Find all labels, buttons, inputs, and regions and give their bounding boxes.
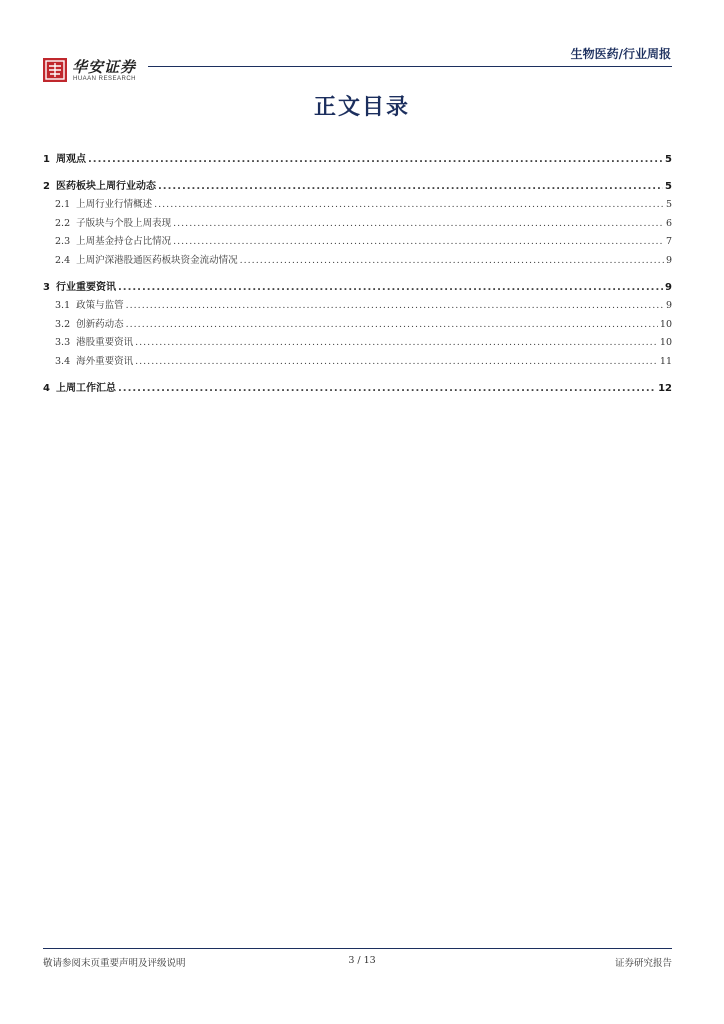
toc-leader-dots <box>173 236 664 247</box>
header-divider <box>148 66 672 67</box>
toc-entry-number: 3.2 <box>55 318 71 330</box>
toc-entry-label: 上周工作汇总 <box>55 383 116 394</box>
toc-entry-page: 12 <box>658 383 672 394</box>
toc-entry-label: 上周沪深港股通医药板块资金流动情况 <box>76 254 238 266</box>
toc-entry-number: 2 <box>43 181 50 192</box>
footer-divider <box>43 948 672 949</box>
toc-entry-label: 子版块与个股上周表现 <box>76 217 172 229</box>
toc-entry-page: 5 <box>665 199 672 210</box>
toc-entry-page: 6 <box>665 217 672 229</box>
logo-seal-icon <box>43 58 67 82</box>
toc-entry-label: 医药板块上周行业动态 <box>55 181 156 192</box>
toc-leader-dots <box>88 154 663 165</box>
toc-leader-dots <box>173 218 664 229</box>
toc-entry-label: 行业重要资讯 <box>55 282 116 293</box>
toc-leader-dots <box>154 199 664 210</box>
toc-entry-number: 3.3 <box>55 337 71 348</box>
toc-entry-2-3[interactable] <box>43 233 672 252</box>
toc-leader-dots <box>118 282 663 293</box>
toc-entry-page: 11 <box>659 355 672 367</box>
toc-entry-page: 10 <box>659 337 672 348</box>
footer-doc-type: 证券研究报告 <box>614 958 672 969</box>
company-logo <box>43 58 153 84</box>
toc-entry-page: 7 <box>665 236 672 247</box>
toc-entry-1[interactable] <box>43 150 672 169</box>
toc-leader-dots <box>158 181 663 192</box>
toc-entry-label: 上周行业行情概述 <box>76 199 153 210</box>
toc-entry-number: 3 <box>43 282 50 293</box>
toc-entry-number: 3.4 <box>55 355 71 367</box>
toc-entry-2-1[interactable] <box>43 196 672 215</box>
toc-entry-3-3[interactable] <box>43 334 672 353</box>
toc-entry-label: 周观点 <box>55 154 86 165</box>
table-of-contents <box>43 150 672 398</box>
page-title: 正文目录 <box>313 95 410 120</box>
toc-entry-number: 4 <box>43 383 50 394</box>
footer-disclaimer: 敬请参阅末页重要声明及评级说明 <box>43 958 186 969</box>
toc-entry-number: 2.4 <box>55 254 71 266</box>
toc-entry-3-4[interactable] <box>43 353 672 372</box>
toc-entry-page: 5 <box>665 154 672 165</box>
toc-leader-dots <box>118 383 656 394</box>
toc-entry-page: 5 <box>665 181 672 192</box>
toc-entry-2-4[interactable] <box>43 252 672 271</box>
toc-entry-label: 政策与监管 <box>76 300 124 311</box>
page-indicator: 3 / 13 <box>348 955 376 966</box>
toc-leader-dots <box>126 319 658 330</box>
toc-entry-label: 港股重要资讯 <box>76 337 134 348</box>
toc-entry-number: 2.1 <box>55 199 71 210</box>
toc-leader-dots <box>135 356 658 367</box>
report-category: 生物医药/行业周报 <box>570 47 671 61</box>
logo-english-text: HUAAN RESEARCH <box>73 76 137 82</box>
toc-leader-dots <box>240 255 664 266</box>
toc-entry-3-2[interactable] <box>43 316 672 335</box>
toc-entry-page: 9 <box>665 254 672 266</box>
toc-entry-number: 2.2 <box>55 217 71 229</box>
toc-entry-2[interactable] <box>43 177 672 196</box>
toc-entry-number: 2.3 <box>55 236 71 247</box>
toc-leader-dots <box>126 300 664 311</box>
toc-entry-page: 10 <box>659 318 672 330</box>
toc-entry-number: 1 <box>43 154 50 165</box>
toc-entry-page: 9 <box>665 282 672 293</box>
toc-entry-label: 海外重要资讯 <box>76 355 134 367</box>
toc-entry-3[interactable] <box>43 278 672 297</box>
toc-entry-label: 创新药动态 <box>76 318 124 330</box>
toc-entry-3-1[interactable] <box>43 297 672 316</box>
logo-chinese-text: 华安证券 <box>72 58 137 76</box>
toc-leader-dots <box>135 337 658 348</box>
toc-entry-number: 3.1 <box>55 300 71 311</box>
toc-entry-2-2[interactable] <box>43 215 672 234</box>
toc-entry-page: 9 <box>665 300 672 311</box>
toc-entry-label: 上周基金持仓占比情况 <box>76 236 172 247</box>
toc-entry-4[interactable] <box>43 379 672 398</box>
